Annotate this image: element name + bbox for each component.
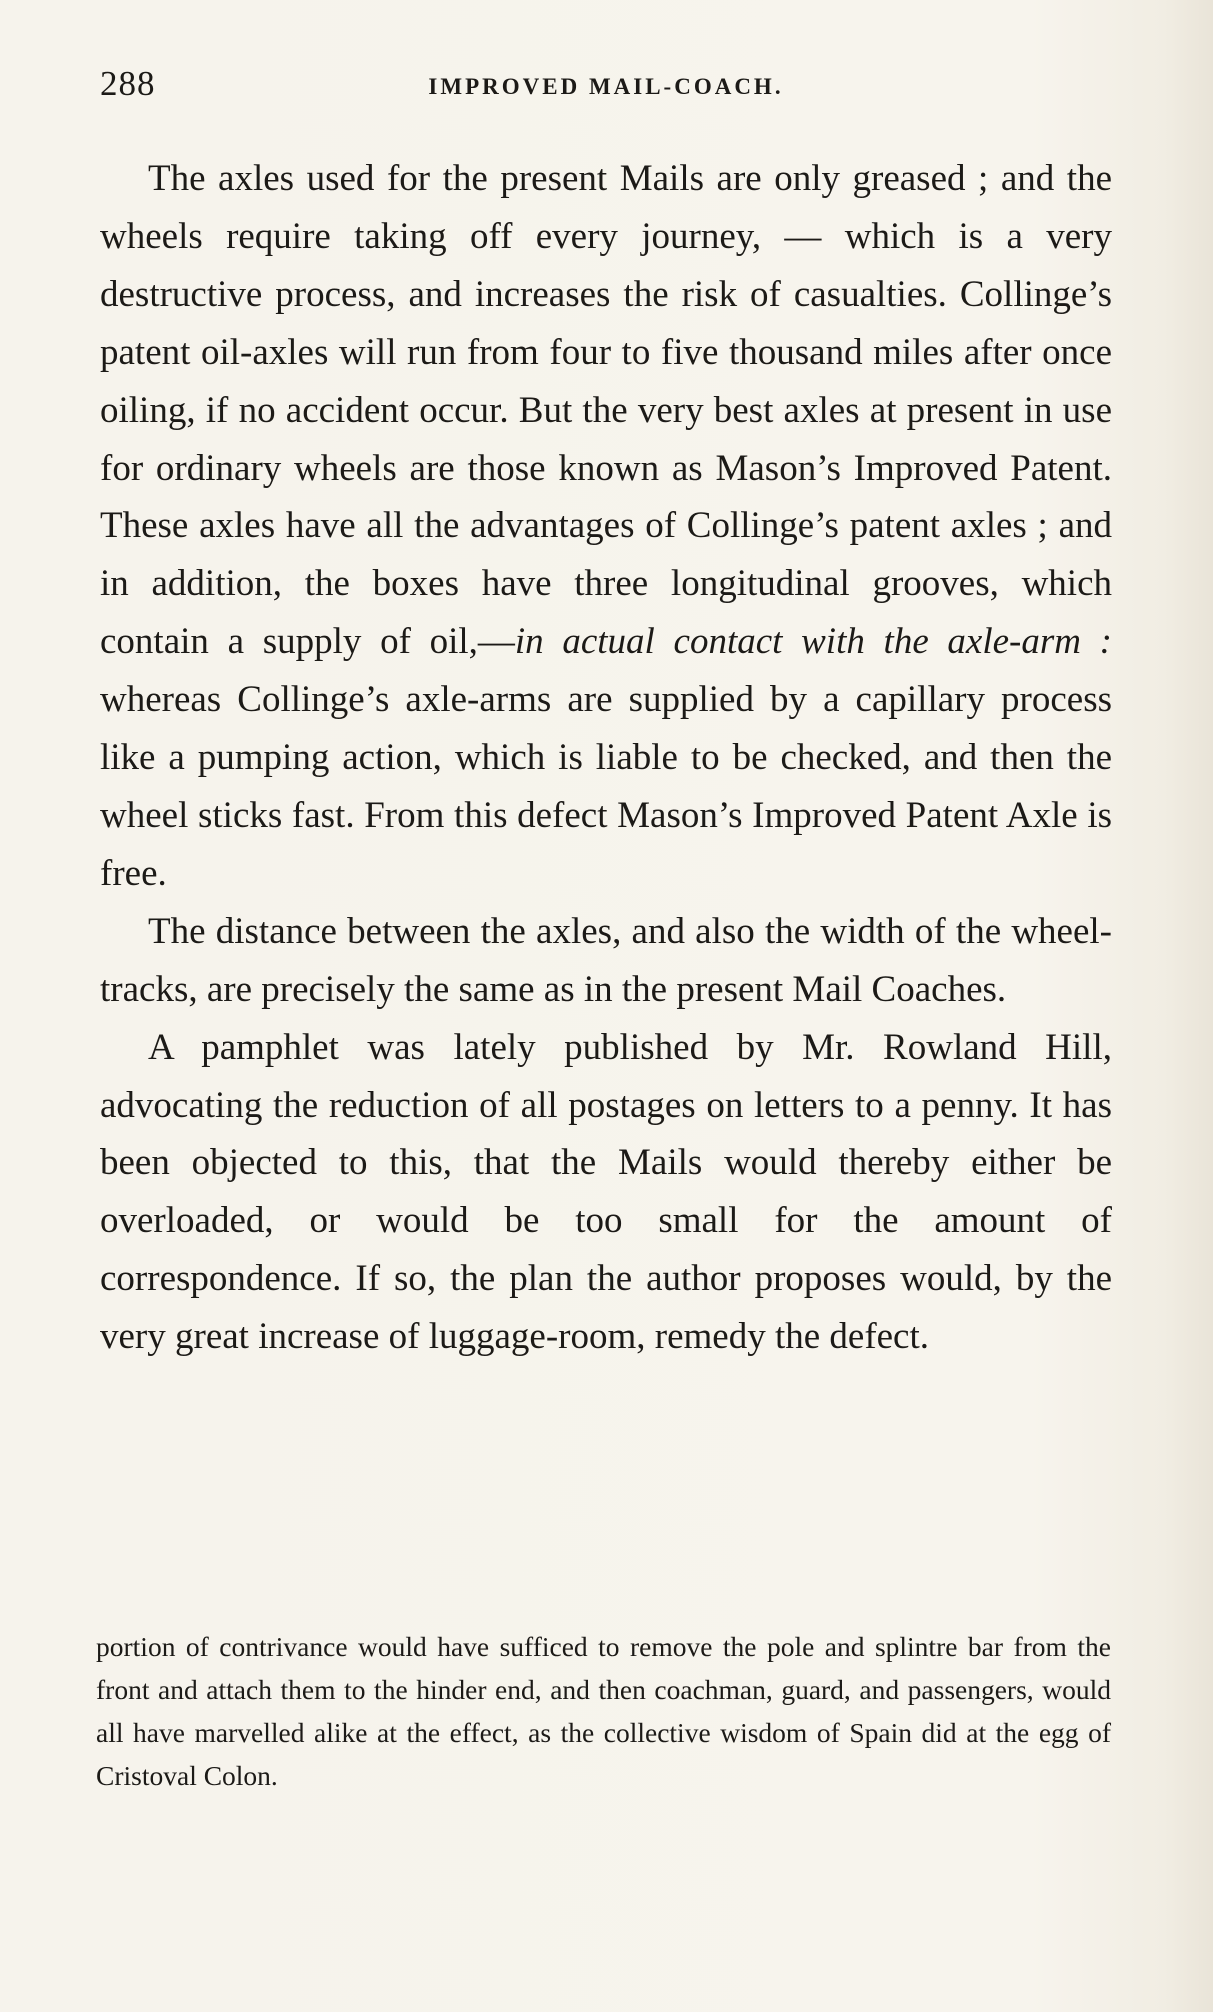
running-title: IMPROVED MAIL-COACH. (428, 74, 784, 99)
footnote (96, 1625, 1111, 1797)
paragraph-distance: The distance between the axles, and also the width of the wheel-tracks, are precisely the same as in the present Mail Coaches. (100, 910, 1112, 1010)
paragraph-pamphlet: A pamphlet was lately published by Mr. Rowland Hill, advocating the reduction of all postages on letters to a penny. It has been objected to this, that the Mails would thereby either be overloaded, or would be too small for the amount of correspondence. If so, the plan the author proposes would, by the very great increase of luggage-room, remedy the defect. (100, 1026, 1112, 1358)
running-head (100, 64, 1112, 114)
body-text (100, 150, 1112, 1366)
paragraph-axles-text-before: The axles used for the present Mails are only greased ; and the wheels require taking off every journey, — which is a very destructive process, and increases the risk of casualties. Collinge’s patent oil-axles will run from four to five thousand miles after once oiling, if no accident occur. But the very best axles at present in use for ordinary wheels are those known as Mason’s Improved Patent. These axles have all the advantages of Collinge’s patent axles ; and in addition, the boxes have three longitudinal grooves, which contain a supply of oil,— (100, 158, 1112, 663)
paragraph-axles (100, 150, 1112, 903)
page-number: 288 (100, 64, 156, 103)
footnote-text: portion of contrivance would have sufficed to remove the pole and splintre bar from the front and attach them to the hinder end, and then coachman, guard, and passengers, would all have marvelled alike at the effect, as the collective wisdom of Spain did at the egg of Cristoval Colon. (96, 1631, 1111, 1791)
paragraph-axles-text-after: whereas Collinge’s axle-arms are supplied by a capillary process like a pumping action, which is liable to be checked, and then the wheel sticks fast. From this defect Mason’s Improved Patent Axle is free. (100, 679, 1112, 894)
paragraph-axles-italic-phrase: in actual contact with the axle-arm : (514, 621, 1112, 663)
